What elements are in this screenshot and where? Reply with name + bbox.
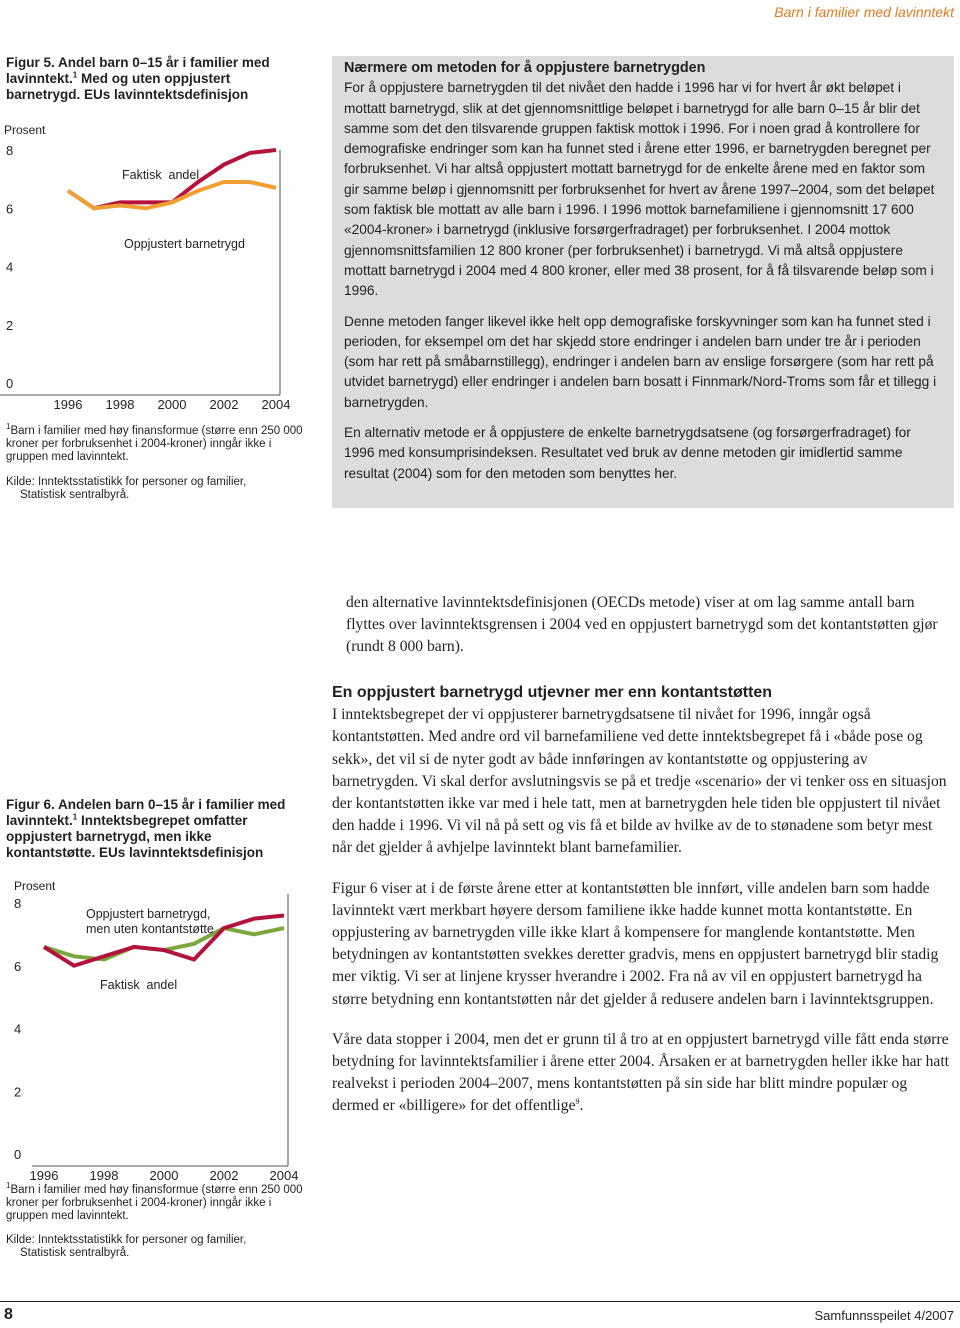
y-tick-label: 6 bbox=[14, 958, 22, 974]
x-tick-label: 1996 bbox=[53, 397, 83, 412]
figure-6-title bbox=[6, 797, 296, 861]
x-tick-label: 2000 bbox=[157, 397, 187, 412]
figure-5-source-line2: Statistisk sentralbyrå. bbox=[20, 489, 130, 501]
figure-6-title-text: Figur 6. Andelen barn 0–15 år i familier med lavinntekt. bbox=[6, 797, 286, 828]
x-tick-label: 2004 bbox=[261, 397, 291, 412]
y-tick-label: 2 bbox=[6, 317, 14, 333]
figure-5-footnote-sup: 1 bbox=[6, 422, 11, 432]
figure-6-footnote bbox=[6, 1181, 306, 1223]
y-tick-label: 4 bbox=[14, 1021, 22, 1037]
method-box-paragraph-3: En alternativ metode er å oppjustere de enkelte barnetrygdsatsene (og forsørgerfradraget) for 1996 med konsumprisindeksen. Resultatet ved bruk av denne metoden gir imidlertid samme resultat (2004) som for den metoden som benyttes her. bbox=[344, 425, 911, 481]
x-tick-label: 1998 bbox=[105, 397, 135, 412]
y-tick-label: 0 bbox=[6, 376, 14, 391]
figure-5-source-line1: Kilde: Inntektsstatistikk for personer og familier, bbox=[6, 476, 247, 488]
y-tick-label: 0 bbox=[14, 1147, 22, 1162]
figure-6-footnote-sup: 1 bbox=[6, 1181, 11, 1191]
method-box-content bbox=[344, 58, 944, 494]
body-paragraph-3-end: . bbox=[579, 1097, 584, 1115]
y-axis-label: Prosent bbox=[4, 123, 46, 137]
figure-5-chart bbox=[0, 118, 310, 428]
method-box-heading: Nærmere om metoden for å oppjustere barnetrygden bbox=[344, 60, 706, 76]
figure-6-title-text-2: Inntektsbegrepet omfatter oppjustert barnetrygd, men ikke kontantstøtte. EUs lavinntektsdefinisjon bbox=[6, 813, 264, 860]
figure-5-title-text-2: Med og uten oppjustert barnetrygd. EUs lavinntektsdefinisjon bbox=[6, 71, 249, 102]
body-paragraph-3-text: Våre data stopper i 2004, men det er grunn til å tro at en oppjustert barnetrygd ville fått enda større betydning for lavinntektsfamilier i årene etter 2004. Årsaken er at barnetrygden heller ikke har hatt realvekst i perioden 2004–2007, mens kontantstøtten på sin side har blitt mindre populær og dermed er «billigere» for det offentlige bbox=[332, 1030, 950, 1115]
series-label-1: Faktisk andel bbox=[122, 168, 200, 182]
figure-6-source bbox=[6, 1234, 306, 1260]
y-tick-label: 4 bbox=[6, 259, 14, 275]
y-tick-label: 6 bbox=[6, 201, 14, 217]
figure-5-title-text: Figur 5. Andel barn 0–15 år i familier med lavinntekt. bbox=[6, 55, 270, 86]
body-paragraph-2: Figur 6 viser at i de første årene etter at kontantstøtten ble innført, ville andelen barn som hadde lavinntekt vært merkbart høyere dersom familiene ikke hadde kunnet motta kontantstøtte. En oppjustering av barnetrygden ville ikke klart å kompensere for manglende kontantstøtte. Men betydningen av kontantstøtten svekkes deretter gradvis, mens en oppjustert barnetrygd blir stadig mer viktig. Vi ser at linjene krysser hverandre i 2002. Fra nå av vil en oppjustert barnetrygd ha større betydning enn kontantstøtten når det gjelder å redusere andelen barn i lavinntektsgruppen. bbox=[332, 879, 939, 1008]
series-label-1: Oppjustert barnetrygd, bbox=[86, 907, 211, 921]
method-box-paragraph-2: Denne metoden fanger likevel ikke helt opp demografiske forskyvninger som kan ha funnet sted i perioden, for eksempel om det har skjedd store endringer i andelen barn under tre år i perioden (som har rett på småbarnstillegg), endringer i andelen barn av enslige forsørgere (som har rett på utvidet barnetrygd) eller endringer i andelen barn bosatt i Finnmark/Nord-Troms som får et tillegg i barnetrygden. bbox=[344, 313, 937, 410]
body-paragraph-1: I inntektsbegrepet der vi oppjusterer barnetrygdsatsene til nivået for 1996, inngår også kontantstøtten. Med andre ord vil barnefamiliene ved dette inntektsbegrepet få i «både pose og sekk», det vil si de nyter godt av både innføringen av kontantstøtte og oppjustering av barnetrygden. Vi skal derfor avslutningsvis se på et tredje «scenario» der vi tenker oss en situasjon der kontantstøtten ikke var med i hele tatt, men at barnetrygden hele tiden ble oppjustert til nivået den hadde i 1996. Vi vil nå på sett og vis få et bilde av hvilke av de to stønadene som betyr mest når det gjelder å avhjelpe lavinntekt blant barnefamilier. bbox=[332, 706, 947, 857]
x-tick-label: 2000 bbox=[149, 1168, 179, 1182]
y-axis-label: Prosent bbox=[14, 879, 56, 893]
body-paragraph-3 bbox=[332, 1029, 950, 1118]
method-box-paragraph-1: For å oppjustere barnetrygden til det nivået den hadde i 1996 har vi for hvert år økt beløpet i mottatt barnetrygd, slik at det gjennomsnittlige beløpet i barnetrygd for alle barn 0–15 år blir det samme som det den tilsvarende gruppen faktisk mottok i 1996. For i noen grad å kontrollere for demografiske endringer som kan ha funnet sted i årene etter 1996, er barnetrygden beregnet per forbruksenhet. Vi har altså oppjustert mottatt barnetrygd for de enkelte årene med en faktor som gir samme beløp i gjennomsnitt per forbruksenhet for hvert av årene 1997–2004, som det beløpet som faktisk ble mottatt av alle barn i 1996. I 1996 mottok barnefamiliene i gjennomsnitt 17 600 «2004-kroner» i barnetrygd (inklusive forsørgerfradraget) per forbruksenhet. I 2004 mottok gjennomsnittsfamilien 12 800 kroner (per forbruksenhet) i barnetrygd. Vi må altså oppjustere mottatt barnetrygd i 2004 med 4 800 kroner, eller med 38 prosent, for å få tilsvarende beløp som i 1996. bbox=[344, 80, 935, 299]
figure-6-source-line2: Statistisk sentralbyrå. bbox=[20, 1247, 130, 1259]
series-label-2: Oppjustert barnetrygd bbox=[124, 237, 245, 251]
figure-6-source-line1: Kilde: Inntektsstatistikk for personer og familier, bbox=[6, 1234, 247, 1246]
figure-6-title-sup: 1 bbox=[72, 812, 78, 822]
footer-rule bbox=[0, 1301, 960, 1302]
footnote-ref-9[interactable]: 9 bbox=[575, 1097, 580, 1107]
body-column bbox=[332, 682, 950, 1118]
section-heading: En oppjustert barnetrygd utjevner mer enn kontantstøtten bbox=[332, 684, 773, 701]
figure-6-footnote-text: Barn i familier med høy finansformue (større enn 250 000 kroner per forbruksenhet i 2004-kroner) inngår ikke i gruppen med lavinntekt. bbox=[6, 1184, 303, 1222]
y-tick-label: 8 bbox=[14, 896, 22, 911]
figure-5-footnote bbox=[6, 422, 306, 464]
x-tick-label: 2002 bbox=[209, 397, 239, 412]
figure-6-chart bbox=[0, 872, 310, 1182]
y-tick-label: 8 bbox=[6, 143, 14, 158]
figure-5-title-sup: 1 bbox=[72, 70, 78, 80]
page-number: 8 bbox=[4, 1306, 13, 1323]
figure-5-title bbox=[6, 55, 296, 103]
y-tick-label: 2 bbox=[14, 1084, 22, 1100]
x-tick-label: 2002 bbox=[209, 1168, 239, 1182]
series-label-1: men uten kontantstøtte bbox=[86, 922, 214, 936]
figure-5-source bbox=[6, 476, 306, 502]
x-tick-label: 1996 bbox=[29, 1168, 59, 1182]
figure-5-footnote-text: Barn i familier med høy finansformue (større enn 250 000 kroner per forbruksenhet i 2004-kroner) inngår ikke i gruppen med lavinntekt. bbox=[6, 425, 303, 463]
intro-paragraph: den alternative lavinntektsdefinisjonen (OECDs metode) viser at om lag samme antall barn flyttes over lavinntektsgrensen i 2004 ved en oppjustert barnetrygd som det kontantstøtten gjør (rundt 8 000 barn). bbox=[346, 594, 938, 656]
running-header: Barn i familier med lavinntekt bbox=[774, 4, 954, 20]
journal-name: Samfunnsspeilet 4/2007 bbox=[814, 1308, 954, 1323]
series-label-2: Faktisk andel bbox=[100, 978, 178, 992]
x-tick-label: 2004 bbox=[269, 1168, 299, 1182]
series-line-2 bbox=[68, 182, 276, 208]
x-tick-label: 1998 bbox=[89, 1168, 119, 1182]
